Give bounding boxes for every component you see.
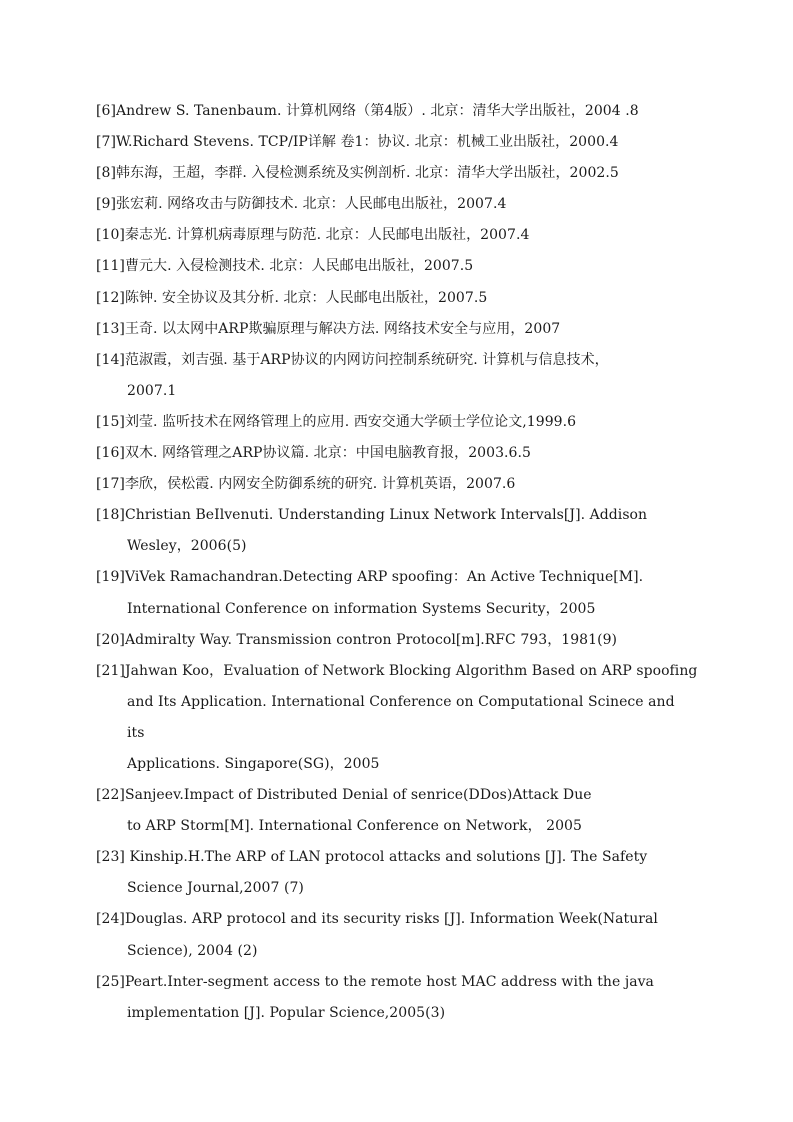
reference-entry-12	[96, 283, 706, 314]
reference-entry-6	[96, 96, 706, 127]
reference-line: [14]范淑霞，刘吉强. 基于ARP协议的内网访问控制系统研究. 计算机与信息技术，	[96, 351, 609, 368]
reference-line: [16]双木. 网络管理之ARP协议篇. 北京：中国电脑教育报，2003.6.5	[96, 445, 531, 462]
reference-line: [11]曹元大. 入侵检测技术. 北京：人民邮电出版社，2007.5	[96, 258, 474, 275]
reference-line: [10]秦志光. 计算机病毒原理与防范. 北京：人民邮电出版社，2007.4	[96, 227, 530, 244]
reference-line-continued: Wesley，2006(5)	[127, 538, 247, 555]
reference-line: [12]陈钟. 安全协议及其分析. 北京：人民邮电出版社，2007.5	[96, 289, 488, 306]
reference-entry-15	[96, 407, 706, 438]
reference-entry-19	[96, 562, 706, 624]
reference-line: [24]Douglas. ARP protocol and its security risks [J]. Information Week(Natural	[96, 911, 658, 928]
reference-line-continued: to ARP Storm[M]. International Conference on Network， 2005	[127, 818, 582, 835]
reference-list	[96, 96, 706, 1029]
reference-line-continued: 2007.1	[127, 382, 177, 399]
reference-line-continued: and Its Application. International Conference on Computational Scinece and	[127, 693, 675, 710]
reference-entry-8	[96, 158, 706, 189]
reference-line: [20]Admiralty Way. Transmission contron Protocol[m].RFC 793，1981(9)	[96, 631, 618, 648]
reference-entry-23	[96, 842, 706, 904]
reference-line: [22]Sanjeev.Impact of Distributed Denial of senrice(DDos)Attack Due	[96, 787, 592, 804]
reference-line: [18]Christian BeIlvenuti. Understanding Linux Network Intervals[J]. Addison	[96, 507, 648, 524]
reference-line: [25]Peart.Inter-segment access to the remote host MAC address with the java	[96, 973, 654, 990]
reference-entry-20	[96, 625, 706, 656]
reference-entry-10	[96, 220, 706, 251]
reference-entry-9	[96, 189, 706, 220]
reference-line: [9]张宏莉. 网络攻击与防御技术. 北京：人民邮电出版社，2007.4	[96, 196, 507, 213]
reference-line-continued: implementation [J]. Popular Science,2005(3)	[127, 1004, 446, 1021]
reference-entry-13	[96, 314, 706, 345]
reference-entry-17	[96, 469, 706, 500]
reference-line: [19]ViVek Ramachandran.Detecting ARP spoofing：An Active Technique[M].	[96, 569, 644, 586]
reference-line: [17]李欣，侯松霞. 内网安全防御系统的研究. 计算机英语，2007.6	[96, 476, 516, 493]
reference-entry-7	[96, 127, 706, 158]
reference-line: [7]W.Richard Stevens. TCP/IP详解 卷1：协议. 北京：机械工业出版社，2000.4	[96, 134, 619, 151]
reference-line: [15]刘莹. 监听技术在网络管理上的应用. 西安交通大学硕士学位论文,1999.6	[96, 413, 577, 430]
reference-entry-11	[96, 251, 706, 282]
reference-entry-18	[96, 500, 706, 562]
reference-line-continued: International Conference on information Systems Security，2005	[127, 600, 596, 617]
reference-line-continued: Science Journal,2007 (7)	[127, 880, 304, 897]
reference-entry-21	[96, 656, 706, 780]
reference-entry-16	[96, 438, 706, 469]
reference-line: [23] Kinship.H.The ARP of LAN protocol attacks and solutions [J]. The Safety	[96, 849, 648, 866]
reference-line: [21]Jahwan Koo，Evaluation of Network Blocking Algorithm Based on ARP spoofing	[96, 662, 698, 679]
reference-line: [8]韩东海，王超，李群. 入侵检测系统及实例剖析. 北京：清华大学出版社，2002.5	[96, 165, 619, 182]
reference-line-continued: Science), 2004 (2)	[127, 942, 258, 959]
reference-entry-25	[96, 967, 706, 1029]
reference-line: [6]Andrew S. Tanenbaum. 计算机网络（第4版）. 北京：清华大学出版社，2004 .8	[96, 103, 639, 119]
reference-entry-22	[96, 780, 706, 842]
reference-line-continued: Applications. Singapore(SG)，2005	[127, 755, 380, 772]
reference-entry-14	[96, 345, 706, 407]
reference-entry-24	[96, 904, 706, 966]
reference-line: [13]王奇. 以太网中ARP欺骗原理与解决方法. 网络技术安全与应用，2007	[96, 320, 561, 337]
reference-line-continued: its	[127, 724, 145, 741]
